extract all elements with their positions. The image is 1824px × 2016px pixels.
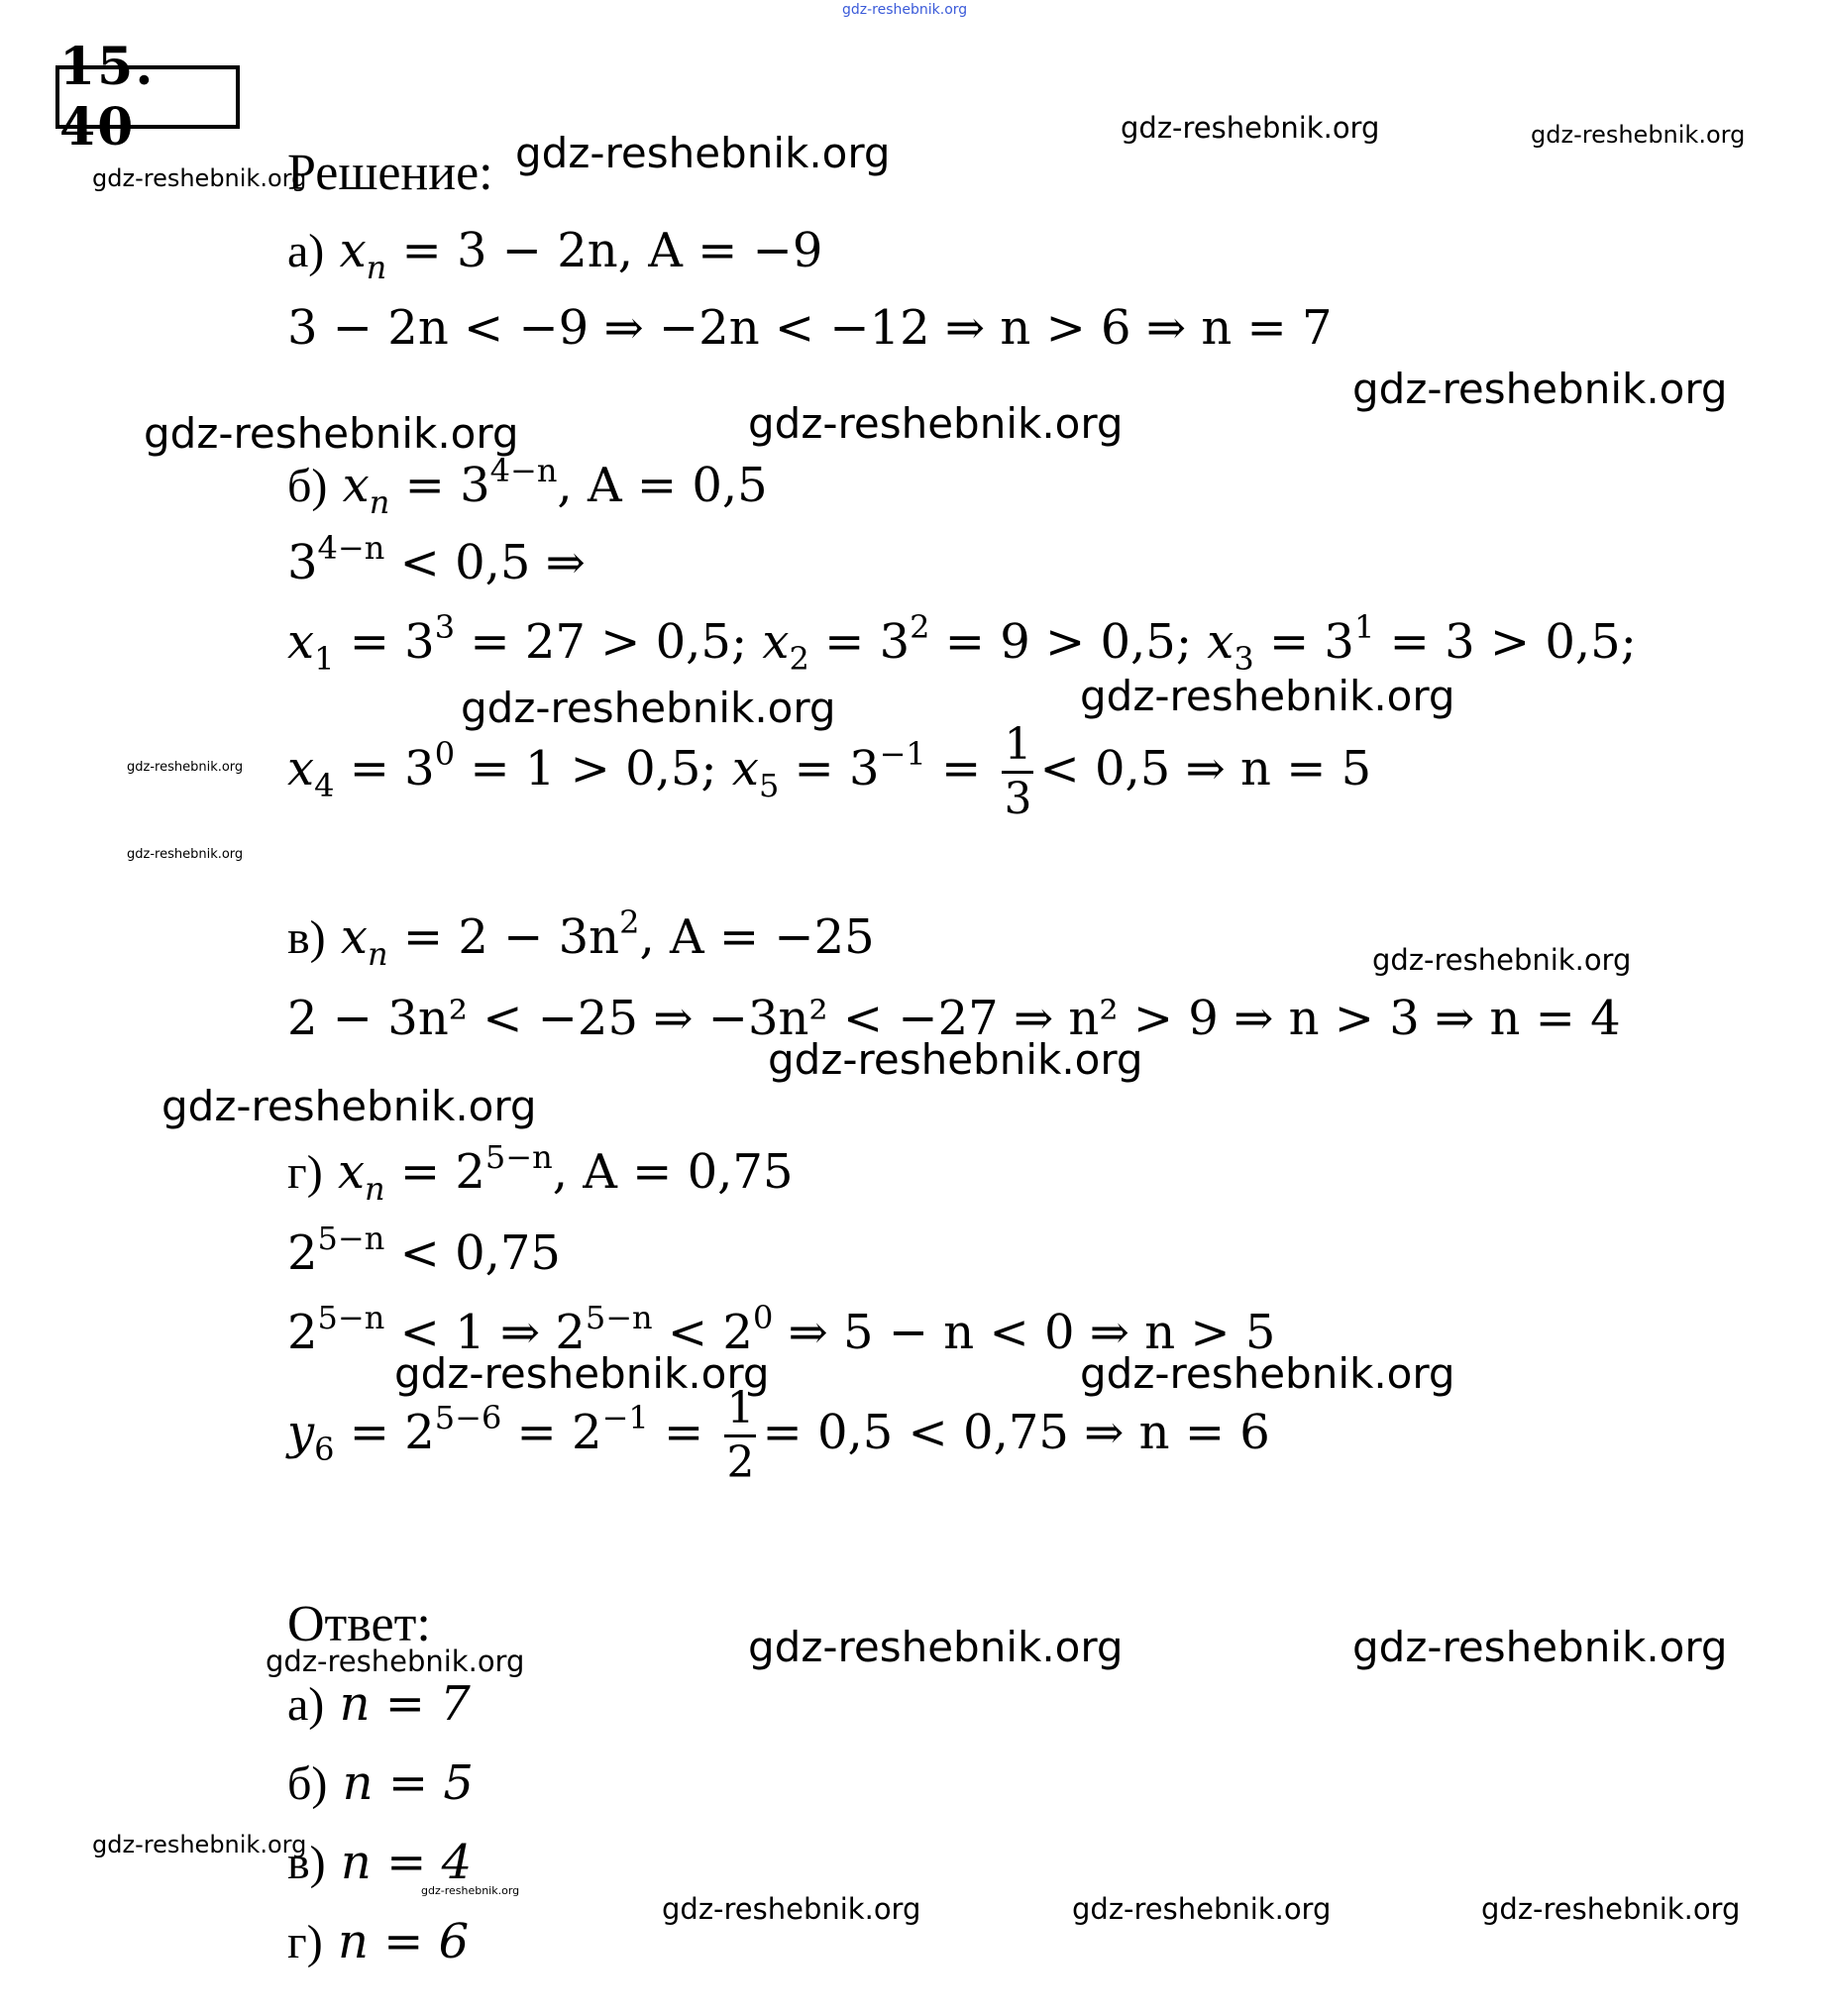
watermark: gdz-reshebnik.org (1352, 365, 1728, 413)
watermark: gdz-reshebnik.org (1372, 943, 1632, 977)
answer-a: а) n = 7 (287, 1676, 471, 1732)
watermark: gdz-reshebnik.org (421, 1884, 520, 1897)
watermark: gdz-reshebnik.org (127, 760, 244, 775)
watermark: gdz-reshebnik.org (515, 129, 891, 177)
part-d-line-2: $2^{5-n} < 0,75$ (287, 1220, 561, 1281)
answer-d: г) n = 6 (287, 1914, 470, 1969)
watermark: gdz-reshebnik.org (768, 1035, 1143, 1084)
watermark: gdz-reshebnik.org (266, 1645, 525, 1678)
watermark: gdz-reshebnik.org (1121, 111, 1380, 145)
answer-b: б) n = 5 (287, 1755, 474, 1811)
problem-number: 15. 40 (55, 65, 240, 129)
part-d-line-3: $2^{5-n} < 1$ ⇒ $2^{5-n} < 2^0$ ⇒ 5 − n < 0 ⇒ n > 5 (287, 1299, 1276, 1360)
watermark: gdz-reshebnik.org (144, 409, 519, 458)
watermark: gdz-reshebnik.org (461, 684, 836, 732)
watermark: gdz-reshebnik.org (127, 847, 244, 862)
answer-heading: Ответ: (287, 1596, 431, 1652)
watermark: gdz-reshebnik.org (394, 1349, 770, 1398)
watermark: gdz-reshebnik.org (842, 2, 968, 18)
watermark: gdz-reshebnik.org (92, 1831, 307, 1858)
part-d-line-4: $y_6 = 2^{5-6} = 2^{-1}$ = $\frac{1}{2}$ = 0,5 < 0,75 ⇒ n = 6 (287, 1383, 1270, 1488)
watermark: gdz-reshebnik.org (161, 1082, 537, 1130)
watermark: gdz-reshebnik.org (1481, 1892, 1741, 1926)
answer-c: в) n = 4 (287, 1835, 473, 1890)
watermark: gdz-reshebnik.org (1080, 1349, 1455, 1398)
part-c-line-2: 2 − 3n² < −25 ⇒ −3n² < −27 ⇒ n² > 9 ⇒ n > 3 ⇒ n = 4 (287, 991, 1621, 1046)
watermark: gdz-reshebnik.org (748, 399, 1124, 448)
watermark: gdz-reshebnik.org (662, 1892, 921, 1926)
part-a-line-2: 3 − 2n < −9 ⇒ −2n < −12 ⇒ n > 6 ⇒ n = 7 (287, 300, 1333, 356)
part-d-line-1: г) $x_n = 2^{5-n}$, A = 0,75 (287, 1138, 794, 1208)
part-b-line-2: $3^{4-n} < 0,5$ ⇒ (287, 529, 586, 590)
part-a-line-1: а) $x_n = 3 - 2n$, A = −9 (287, 223, 823, 286)
watermark: gdz-reshebnik.org (1352, 1623, 1728, 1671)
fraction-one-third: $\frac{1}{3}$ (1004, 719, 1032, 824)
watermark: gdz-reshebnik.org (1531, 121, 1746, 149)
part-b-line-4: $x_4 = 3^0 = 1 > 0,5$; $x_5 = 3^{-1}$ = $\frac{1}{3}$ < 0,5 ⇒ n = 5 (287, 719, 1372, 824)
watermark: gdz-reshebnik.org (1072, 1892, 1332, 1926)
part-b-line-1: б) $x_n = 3^{4-n}$, A = 0,5 (287, 452, 768, 521)
part-c-line-1: в) $x_n = 2 - 3n^2$, A = −25 (287, 903, 875, 973)
watermark: gdz-reshebnik.org (92, 164, 307, 192)
solution-heading: Решение: (287, 145, 493, 201)
watermark: gdz-reshebnik.org (748, 1623, 1124, 1671)
fraction-one-half: $\frac{1}{2}$ (726, 1383, 755, 1488)
watermark: gdz-reshebnik.org (1080, 672, 1455, 720)
part-b-line-3: $x_1 = 3^3 = 27 > 0,5$; $x_2 = 3^2 = 9 > 0,5$; $x_3 = 3^1 = 3 > 0,5$; (287, 608, 1637, 678)
